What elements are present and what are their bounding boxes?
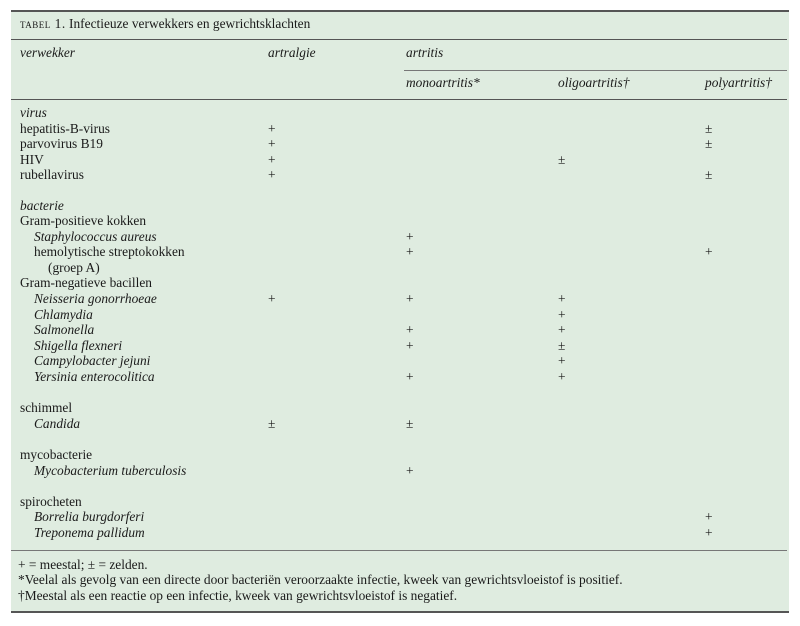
cell-artralgie: + [268, 167, 276, 182]
row-label: HIV [20, 152, 44, 167]
cell-poly: ± [705, 167, 713, 182]
header-polyartritis: polyartritis† [705, 75, 772, 90]
cell-oligo: ± [558, 338, 566, 353]
cell-oligo: + [558, 369, 566, 384]
header-verwekker: verwekker [20, 45, 76, 60]
table-caption [20, 16, 310, 32]
row-label: Staphylococcus aureus [34, 229, 157, 244]
header-monoartritis: monoartritis* [406, 75, 480, 90]
row-label: Yersinia enterocolitica [34, 369, 155, 384]
row-label: Chlamydia [34, 307, 93, 322]
cell-oligo: ± [558, 152, 566, 167]
caption-rule [11, 39, 787, 40]
cell-mono: ± [406, 416, 414, 431]
cell-poly: + [705, 244, 713, 259]
header-artralgie: artralgie [268, 45, 316, 60]
footnote-rule [11, 550, 787, 551]
footnote-legend: + = meestal; ± = zelden. [18, 557, 148, 572]
cell-mono: + [406, 229, 414, 244]
row-label: mycobacterie [20, 447, 93, 462]
row-label: Mycobacterium tuberculosis [34, 463, 187, 478]
row-label: Treponema pallidum [34, 525, 145, 540]
cell-oligo: + [558, 307, 566, 322]
cell-mono: + [406, 322, 414, 337]
header-rule [11, 99, 787, 100]
cell-artralgie: + [268, 121, 276, 136]
artritis-span-rule [404, 70, 787, 71]
row-label: parvovirus B19 [20, 136, 103, 151]
cell-poly: ± [705, 121, 713, 136]
table-panel [11, 10, 789, 613]
row-label: Neisseria gonorrhoeae [34, 291, 157, 306]
cell-poly: + [705, 509, 713, 524]
cell-oligo: + [558, 322, 566, 337]
header-oligoartritis: oligoartritis† [558, 75, 630, 90]
row-label: hepatitis-B-virus [20, 121, 111, 136]
row-label: virus [20, 105, 47, 120]
cell-artralgie: + [268, 152, 276, 167]
cell-artralgie: + [268, 291, 276, 306]
row-label: spirocheten [20, 494, 82, 509]
cell-mono: + [406, 244, 414, 259]
row-label: Borrelia burgdorferi [34, 509, 145, 524]
caption-label: tabel 1. [20, 16, 66, 31]
cell-mono: + [406, 369, 414, 384]
header-artritis: artritis [406, 45, 444, 60]
cell-poly: + [705, 525, 713, 540]
cell-oligo: + [558, 353, 566, 368]
cell-mono: + [406, 463, 414, 478]
cell-mono: + [406, 338, 414, 353]
cell-poly: ± [705, 136, 713, 151]
row-label: bacterie [20, 198, 64, 213]
row-label: Campylobacter jejuni [34, 353, 151, 368]
footnote-mono: *Veelal als gevolg van een directe door bacteriën veroorzaakte infectie, kweek van gewrichtsvloeistof is positief. [18, 572, 623, 587]
footnote-oligo-poly: †Meestal als een reactie op een infectie, kweek van gewrichtsvloeistof is negatief. [18, 588, 458, 603]
cell-artralgie: ± [268, 416, 276, 431]
row-label: Candida [34, 416, 81, 431]
row-label: Shigella flexneri [34, 338, 123, 353]
row-label: Gram-positieve kokken [20, 213, 147, 228]
row-label: hemolytische streptokokken [34, 244, 185, 259]
row-label: rubellavirus [20, 167, 84, 182]
cell-oligo: + [558, 291, 566, 306]
row-label: schimmel [20, 400, 73, 415]
cell-mono: + [406, 291, 414, 306]
caption-title: Infectieuze verwekkers en gewrichtsklachten [69, 16, 311, 31]
cell-artralgie: + [268, 136, 276, 151]
row-label: Salmonella [34, 322, 95, 337]
row-label: Gram-negatieve bacillen [20, 275, 152, 290]
row-label: (groep A) [48, 260, 100, 275]
